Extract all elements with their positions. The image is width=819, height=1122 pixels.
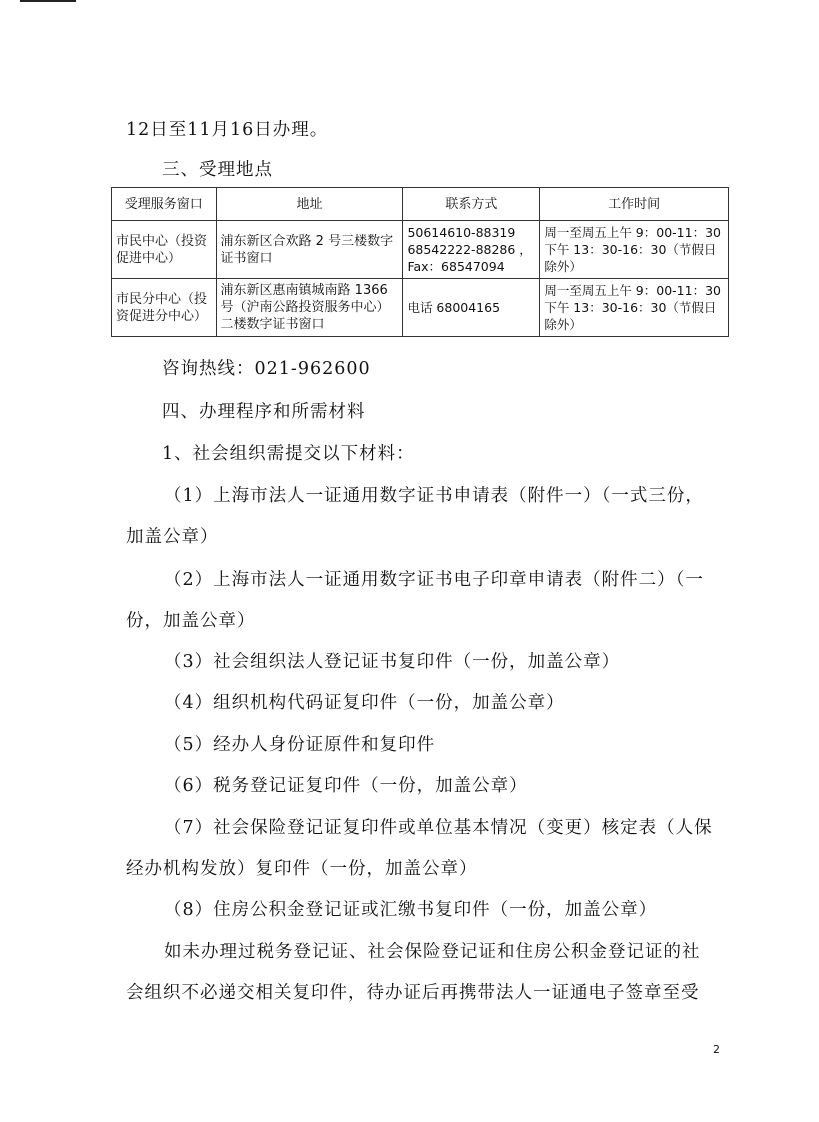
contact-line: Fax：68547094 [407,259,505,274]
cell-address: 浦东新区合欢路 2 号三楼数字证书窗口 [216,221,403,279]
cell-address: 浦东新区惠南镇城南路 1366 号（沪南公路投资服务中心）二楼数字证书窗口 [216,279,403,337]
cell-window: 市民分中心（投资促进分中心） [112,279,217,337]
contact-line: 50614610-88319 [407,225,516,240]
material-item-7-cont: 经办机构发放）复印件（一份，加盖公章） [126,859,478,879]
contact-line: 电话 68004165 [407,300,501,315]
cell-hours: 周一至周五上午 9：00-11：30 下午 13：30-16：30（节假日除外） [540,221,729,279]
material-item-1-cont: 加盖公章） [126,527,219,547]
section-3-heading: 三、受理地点 [162,160,273,180]
header-window: 受理服务窗口 [112,188,217,221]
material-item-1: （1）上海市法人一证通用数字证书申请表（附件一）（一式三份， [164,486,704,506]
material-item-2-cont: 份，加盖公章） [126,611,256,631]
material-item-3: （3）社会组织法人登记证书复印件（一份，加盖公章） [164,652,621,672]
section-4-heading: 四、办理程序和所需材料 [162,402,366,422]
material-item-5: （5）经办人身份证原件和复印件 [164,735,436,755]
material-item-6: （6）税务登记证复印件（一份，加盖公章） [164,776,528,796]
subsection-1-heading: 1、社会组织需提交以下材料： [162,444,415,464]
contact-line: 68542222-88286 ， [407,242,532,257]
table-header-row [112,188,729,221]
table-row [112,279,729,337]
header-address: 地址 [216,188,403,221]
material-item-8: （8）住房公积金登记证或汇缴书复印件（一份，加盖公章） [164,900,658,920]
continuation-line: 12日至11月16日办理。 [126,120,329,140]
service-location-table [111,187,729,337]
cell-hours: 周一至周五上午 9：00-11：30 下午 13：30-16：30（节假日除外） [540,279,729,337]
header-hours: 工作时间 [540,188,729,221]
table-row [112,221,729,279]
material-item-7: （7）社会保险登记证复印件或单位基本情况（变更）核定表（人保 [164,818,713,838]
cell-contact [403,221,540,279]
cell-contact [403,279,540,337]
top-edge-mark [20,0,76,2]
consult-hotline: 咨询热线：021-962600 [162,359,371,379]
material-item-4: （4）组织机构代码证复印件（一份，加盖公章） [164,693,565,713]
page-number: 2 [713,1043,720,1056]
material-item-2: （2）上海市法人一证通用数字证书电子印章申请表（附件二）（一 [164,570,704,590]
header-contact: 联系方式 [403,188,540,221]
note-paragraph: 如未办理过税务登记证、社会保险登记证和住房公积金登记证的社 [164,942,701,962]
note-paragraph-cont: 会组织不必递交相关复印件，待办证后再携带法人一证通电子签章至受 [126,983,700,1003]
cell-window: 市民中心（投资促进中心） [112,221,217,279]
